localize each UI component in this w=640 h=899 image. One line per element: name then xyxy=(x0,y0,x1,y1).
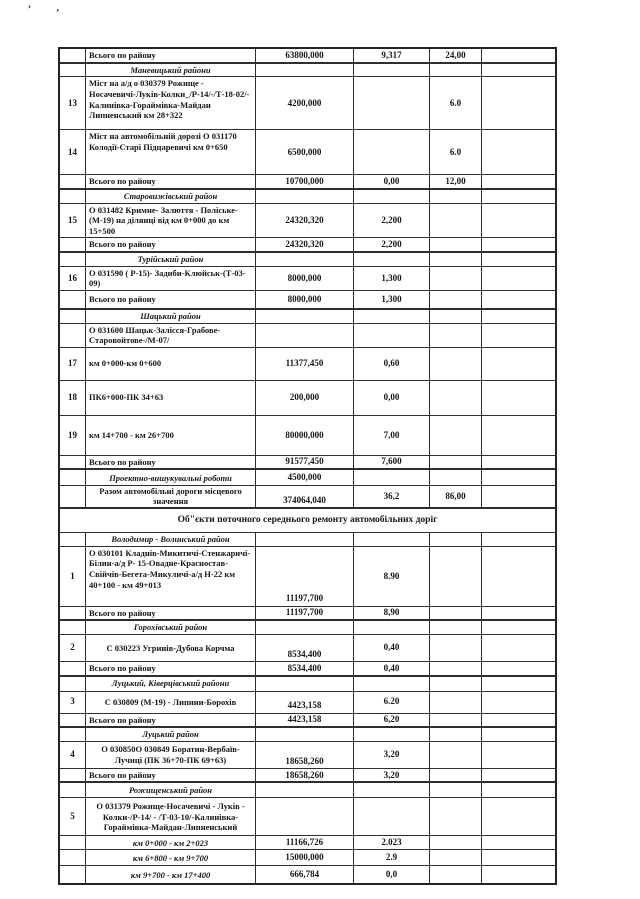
length-cell: 36,2 xyxy=(354,486,430,507)
blank-cell xyxy=(482,714,555,727)
row-num-cell xyxy=(60,728,86,741)
length-cell: 8.90 xyxy=(354,547,430,606)
blank-cell xyxy=(482,49,555,62)
blank-cell xyxy=(482,850,555,865)
description-cell: Всього по району xyxy=(86,175,256,188)
blank-cell xyxy=(482,267,555,290)
length-cell: 0,0 xyxy=(354,866,430,883)
blank-cell xyxy=(482,607,555,620)
length-cell xyxy=(354,677,430,691)
description-cell: Старовижівський район xyxy=(86,190,256,203)
amount-cell: 666,784 xyxy=(256,866,354,883)
table-row xyxy=(60,291,555,310)
amount-cell: 4423,158 xyxy=(256,692,354,713)
width-cell xyxy=(430,253,482,266)
amount-cell: 11377,450 xyxy=(256,348,354,380)
length-cell xyxy=(354,190,430,203)
description-cell: км 9+700 - км 17+400 xyxy=(86,866,256,883)
table-row xyxy=(60,253,555,267)
width-cell xyxy=(430,204,482,238)
blank-cell xyxy=(482,381,555,415)
description-cell: Проектно-вишукувальні роботи xyxy=(86,470,256,485)
width-cell xyxy=(430,677,482,691)
blank-cell xyxy=(482,783,555,797)
table-row xyxy=(60,692,555,714)
width-cell xyxy=(430,547,482,606)
table-row xyxy=(60,728,555,742)
description-cell: Луцький, Ківерцівський райони xyxy=(86,677,256,691)
blank-cell xyxy=(482,291,555,308)
width-cell xyxy=(430,662,482,675)
row-num-cell xyxy=(60,238,86,251)
table-row xyxy=(60,64,555,78)
blank-cell xyxy=(482,677,555,691)
amount-cell: 15000,000 xyxy=(256,850,354,865)
width-cell xyxy=(430,714,482,727)
width-cell xyxy=(430,850,482,865)
amount-cell xyxy=(256,310,354,323)
blank-cell xyxy=(482,416,555,455)
row-num-cell: 1 xyxy=(60,547,86,606)
row-num-cell xyxy=(60,621,86,634)
table-row xyxy=(60,456,555,471)
description-cell: Всього по району xyxy=(86,291,256,308)
description-cell: Всього по району xyxy=(86,456,256,469)
table-row xyxy=(60,49,555,64)
row-num-cell: 15 xyxy=(60,204,86,238)
row-num-cell: 17 xyxy=(60,348,86,380)
width-cell xyxy=(430,866,482,883)
row-num-cell xyxy=(60,470,86,485)
amount-cell: 4500,000 xyxy=(256,470,354,485)
row-num-cell: 3 xyxy=(60,692,86,713)
length-cell xyxy=(354,77,430,129)
width-cell xyxy=(430,836,482,849)
row-num-cell: 5 xyxy=(60,798,86,835)
width-cell: 6.0 xyxy=(430,130,482,174)
row-num-cell xyxy=(60,850,86,865)
blank-cell xyxy=(482,486,555,507)
table-row xyxy=(60,836,555,850)
row-num-cell: 19 xyxy=(60,416,86,455)
row-num-cell xyxy=(60,607,86,620)
table-row xyxy=(60,677,555,692)
width-cell xyxy=(430,607,482,620)
table-row xyxy=(60,175,555,190)
width-cell xyxy=(430,456,482,469)
row-num-cell: 4 xyxy=(60,742,86,768)
table-row xyxy=(60,714,555,729)
width-cell xyxy=(430,310,482,323)
length-cell: 1,300 xyxy=(354,291,430,308)
blank-cell xyxy=(482,635,555,661)
blank-cell xyxy=(482,769,555,782)
row-num-cell xyxy=(60,456,86,469)
row-num-cell xyxy=(60,486,86,507)
blank-cell xyxy=(482,470,555,485)
row-num-cell xyxy=(60,291,86,308)
row-num-cell: 18 xyxy=(60,381,86,415)
amount-cell xyxy=(256,783,354,797)
description-cell: Міст на автомобільній дорозі О 031170 Колодії-Старі Підцаревичі км 0+650 xyxy=(86,130,256,174)
blank-cell xyxy=(482,728,555,741)
blank-cell xyxy=(482,190,555,203)
row-num-cell xyxy=(60,714,86,727)
table-row xyxy=(60,310,555,324)
table-row xyxy=(60,130,555,175)
blank-cell xyxy=(482,742,555,768)
description-cell: Горохівський район xyxy=(86,621,256,634)
blank-cell xyxy=(482,798,555,835)
blank-cell xyxy=(482,621,555,634)
table-row xyxy=(60,190,555,204)
length-cell: 2.023 xyxy=(354,836,430,849)
table-row xyxy=(60,635,555,662)
row-num-cell xyxy=(60,190,86,203)
amount-cell: 4423,158 xyxy=(256,714,354,727)
description-cell: О 031482 Кримне- Залюття - Поліське-(М-19) на ділянці від км 0+000 до км 15+500 xyxy=(86,204,256,238)
length-cell xyxy=(354,470,430,485)
length-cell: 0,60 xyxy=(354,348,430,380)
blank-cell xyxy=(482,662,555,675)
row-num-cell xyxy=(60,310,86,323)
width-cell xyxy=(430,533,482,546)
description-cell: Всього по району xyxy=(86,662,256,675)
amount-cell xyxy=(256,324,354,347)
row-num-cell xyxy=(60,769,86,782)
amount-cell: 8000,000 xyxy=(256,267,354,290)
amount-cell: 10700,000 xyxy=(256,175,354,188)
amount-cell: 8000,000 xyxy=(256,291,354,308)
table-row xyxy=(60,533,555,547)
table-row xyxy=(60,486,555,509)
blank-cell xyxy=(482,692,555,713)
length-cell: 2.9 xyxy=(354,850,430,865)
amount-cell: 18658,260 xyxy=(256,742,354,768)
row-num-cell xyxy=(60,836,86,849)
length-cell xyxy=(354,253,430,266)
width-cell xyxy=(430,238,482,251)
blank-cell xyxy=(482,175,555,188)
description-cell: Володимир - Волинський район xyxy=(86,533,256,546)
length-cell: 8,90 xyxy=(354,607,430,620)
description-cell: км 0+000-км 0+600 xyxy=(86,348,256,380)
amount-cell: 91577,450 xyxy=(256,456,354,469)
length-cell: 6,20 xyxy=(354,714,430,727)
description-cell: О 031590 ( Р-15)- Задиби-Клюйськ-(Т-03-09) xyxy=(86,267,256,290)
row-num-cell xyxy=(60,533,86,546)
amount-cell: 6500,000 xyxy=(256,130,354,174)
table-row xyxy=(60,416,555,456)
row-num-cell xyxy=(60,677,86,691)
width-cell xyxy=(430,291,482,308)
blank-cell xyxy=(482,456,555,469)
blank-cell xyxy=(482,533,555,546)
description-cell: км 6+800 - км 9+700 xyxy=(86,850,256,865)
amount-cell: 11197,700 xyxy=(256,607,354,620)
amount-cell: 8534,400 xyxy=(256,662,354,675)
description-cell: О 030850О 030849 Боратин-Вербаїв-Лучиці (ПК 36+70-ПК 69+63) xyxy=(86,742,256,768)
description-cell: Луцький район xyxy=(86,728,256,741)
amount-cell: 11197,700 xyxy=(256,547,354,606)
scan-speck-icon: ʼ xyxy=(56,8,60,19)
amount-cell xyxy=(256,533,354,546)
description-cell: ПК6+000-ПК 34+63 xyxy=(86,381,256,415)
blank-cell xyxy=(482,348,555,380)
description-cell: Турійський район xyxy=(86,253,256,266)
description-cell: С 030809 (М-19) - Липини-Борохів xyxy=(86,692,256,713)
section-title-cell: Об"єкти поточного середнього ремонту автомобільних доріг xyxy=(177,514,438,525)
width-cell xyxy=(430,692,482,713)
row-num-cell xyxy=(60,662,86,675)
table-row xyxy=(60,238,555,253)
table-row xyxy=(60,742,555,769)
table-row xyxy=(60,607,555,622)
length-cell: 3,20 xyxy=(354,742,430,768)
length-cell: 7,600 xyxy=(354,456,430,469)
length-cell: 0,00 xyxy=(354,381,430,415)
table-row xyxy=(60,348,555,381)
length-cell: 0,40 xyxy=(354,662,430,675)
description-cell: О 031379 Рожище-Носачевичі - Луків - Колки-/Р-14/ - /Т-03-10/-Калинівка-Гораймівка-Майдан-Липненський xyxy=(86,798,256,835)
length-cell: 0,00 xyxy=(354,175,430,188)
blank-cell xyxy=(482,324,555,347)
amount-cell: 24320,320 xyxy=(256,238,354,251)
width-cell: 6.0 xyxy=(430,77,482,129)
description-cell: Шацький район xyxy=(86,310,256,323)
amount-cell: 18658,260 xyxy=(256,769,354,782)
scan-speck-icon: ’ xyxy=(25,3,32,16)
table-row xyxy=(60,662,555,677)
length-cell: 2,200 xyxy=(354,204,430,238)
width-cell xyxy=(430,798,482,835)
description-cell: км 0+000 - км 2+023 xyxy=(86,836,256,849)
description-cell: Всього по району xyxy=(86,238,256,251)
blank-cell xyxy=(482,64,555,77)
description-cell: Всього по району xyxy=(86,607,256,620)
amount-cell: 24320,320 xyxy=(256,204,354,238)
description-cell: О 030101 Кладнів-Микитичі-Стенжаричі-Білин-а/д Р- 15-Овадне-Красностав-Свійчів-Бегета-Микуличі-а/д Н-22 км 40+100 - км 49+013 xyxy=(86,547,256,606)
length-cell xyxy=(354,533,430,546)
length-cell xyxy=(354,728,430,741)
length-cell: 1,300 xyxy=(354,267,430,290)
table-row xyxy=(60,381,555,416)
length-cell xyxy=(354,64,430,77)
width-cell xyxy=(430,348,482,380)
amount-cell: 11166,726 xyxy=(256,836,354,849)
amount-cell xyxy=(256,64,354,77)
description-cell: Всього по району xyxy=(86,714,256,727)
width-cell xyxy=(430,728,482,741)
width-cell xyxy=(430,381,482,415)
table-row xyxy=(60,769,555,784)
description-cell: Всього по району xyxy=(86,49,256,62)
description-cell: Міст на а/д о 030379 Рожище - Носачевичі-Луків-Колки_/Р-14/-/Т-18-02/- Калинівка-Гораймівка-Майдан Липненський км 28+322 xyxy=(86,77,256,129)
width-cell xyxy=(430,267,482,290)
blank-cell xyxy=(482,130,555,174)
table-row xyxy=(60,783,555,798)
width-cell: 24,00 xyxy=(430,49,482,62)
table-row xyxy=(60,509,555,533)
width-cell: 12,00 xyxy=(430,175,482,188)
blank-cell xyxy=(482,204,555,238)
amount-cell xyxy=(256,728,354,741)
length-cell xyxy=(354,783,430,797)
amount-cell: 200,000 xyxy=(256,381,354,415)
width-cell xyxy=(430,783,482,797)
row-num-cell xyxy=(60,253,86,266)
length-cell: 0,40 xyxy=(354,635,430,661)
amount-cell: 63800,000 xyxy=(256,49,354,62)
row-num-cell: 14 xyxy=(60,130,86,174)
description-cell: Всього по району xyxy=(86,769,256,782)
width-cell xyxy=(430,769,482,782)
table-row xyxy=(60,204,555,239)
row-num-cell: 13 xyxy=(60,77,86,129)
blank-cell xyxy=(482,253,555,266)
amount-cell: 4200,000 xyxy=(256,77,354,129)
row-num-cell: 16 xyxy=(60,267,86,290)
amount-cell xyxy=(256,253,354,266)
row-num-cell xyxy=(60,64,86,77)
table-row xyxy=(60,470,555,486)
table-row xyxy=(60,866,555,883)
row-num-cell xyxy=(60,783,86,797)
table-row xyxy=(60,77,555,130)
row-num-cell xyxy=(60,866,86,883)
blank-cell xyxy=(482,836,555,849)
length-cell: 7,00 xyxy=(354,416,430,455)
width-cell xyxy=(430,621,482,634)
table-row xyxy=(60,324,555,348)
amount-cell: 8534,400 xyxy=(256,635,354,661)
amount-cell: 374064,040 xyxy=(256,486,354,507)
length-cell xyxy=(354,310,430,323)
table-row xyxy=(60,850,555,866)
width-cell xyxy=(430,64,482,77)
amount-cell xyxy=(256,190,354,203)
amount-cell xyxy=(256,798,354,835)
amount-cell: 80000,000 xyxy=(256,416,354,455)
width-cell xyxy=(430,416,482,455)
blank-cell xyxy=(482,77,555,129)
description-cell: км 14+700 - км 26+700 xyxy=(86,416,256,455)
row-num-cell xyxy=(60,175,86,188)
blank-cell xyxy=(482,866,555,883)
width-cell xyxy=(430,190,482,203)
table-row xyxy=(60,267,555,291)
table-row xyxy=(60,621,555,635)
description-cell: Разом автомобільні дороги місцевого значення xyxy=(86,486,256,507)
road-repair-table xyxy=(58,47,557,885)
table-row xyxy=(60,547,555,607)
length-cell xyxy=(354,621,430,634)
description-cell: С 030223 Угринів-Дубова Корчма xyxy=(86,635,256,661)
length-cell: 3,20 xyxy=(354,769,430,782)
row-num-cell xyxy=(60,49,86,62)
length-cell: 9,317 xyxy=(354,49,430,62)
amount-cell xyxy=(256,621,354,634)
length-cell: 6.20 xyxy=(354,692,430,713)
width-cell xyxy=(430,324,482,347)
blank-cell xyxy=(482,310,555,323)
row-num-cell: 2 xyxy=(60,635,86,661)
amount-cell xyxy=(256,677,354,691)
width-cell: 86,00 xyxy=(430,486,482,507)
length-cell xyxy=(354,324,430,347)
width-cell xyxy=(430,635,482,661)
description-cell: Рожищенський район xyxy=(86,783,256,797)
table-row xyxy=(60,798,555,836)
blank-cell xyxy=(482,547,555,606)
length-cell: 2,200 xyxy=(354,238,430,251)
row-num-cell xyxy=(60,324,86,347)
blank-cell xyxy=(482,238,555,251)
width-cell xyxy=(430,742,482,768)
length-cell xyxy=(354,130,430,174)
length-cell xyxy=(354,798,430,835)
description-cell: Маневицький райони xyxy=(86,64,256,77)
description-cell: О 031600 Шацьк-Залісся-Грабове-Старовойтове-/М-07/ xyxy=(86,324,256,347)
width-cell xyxy=(430,470,482,485)
